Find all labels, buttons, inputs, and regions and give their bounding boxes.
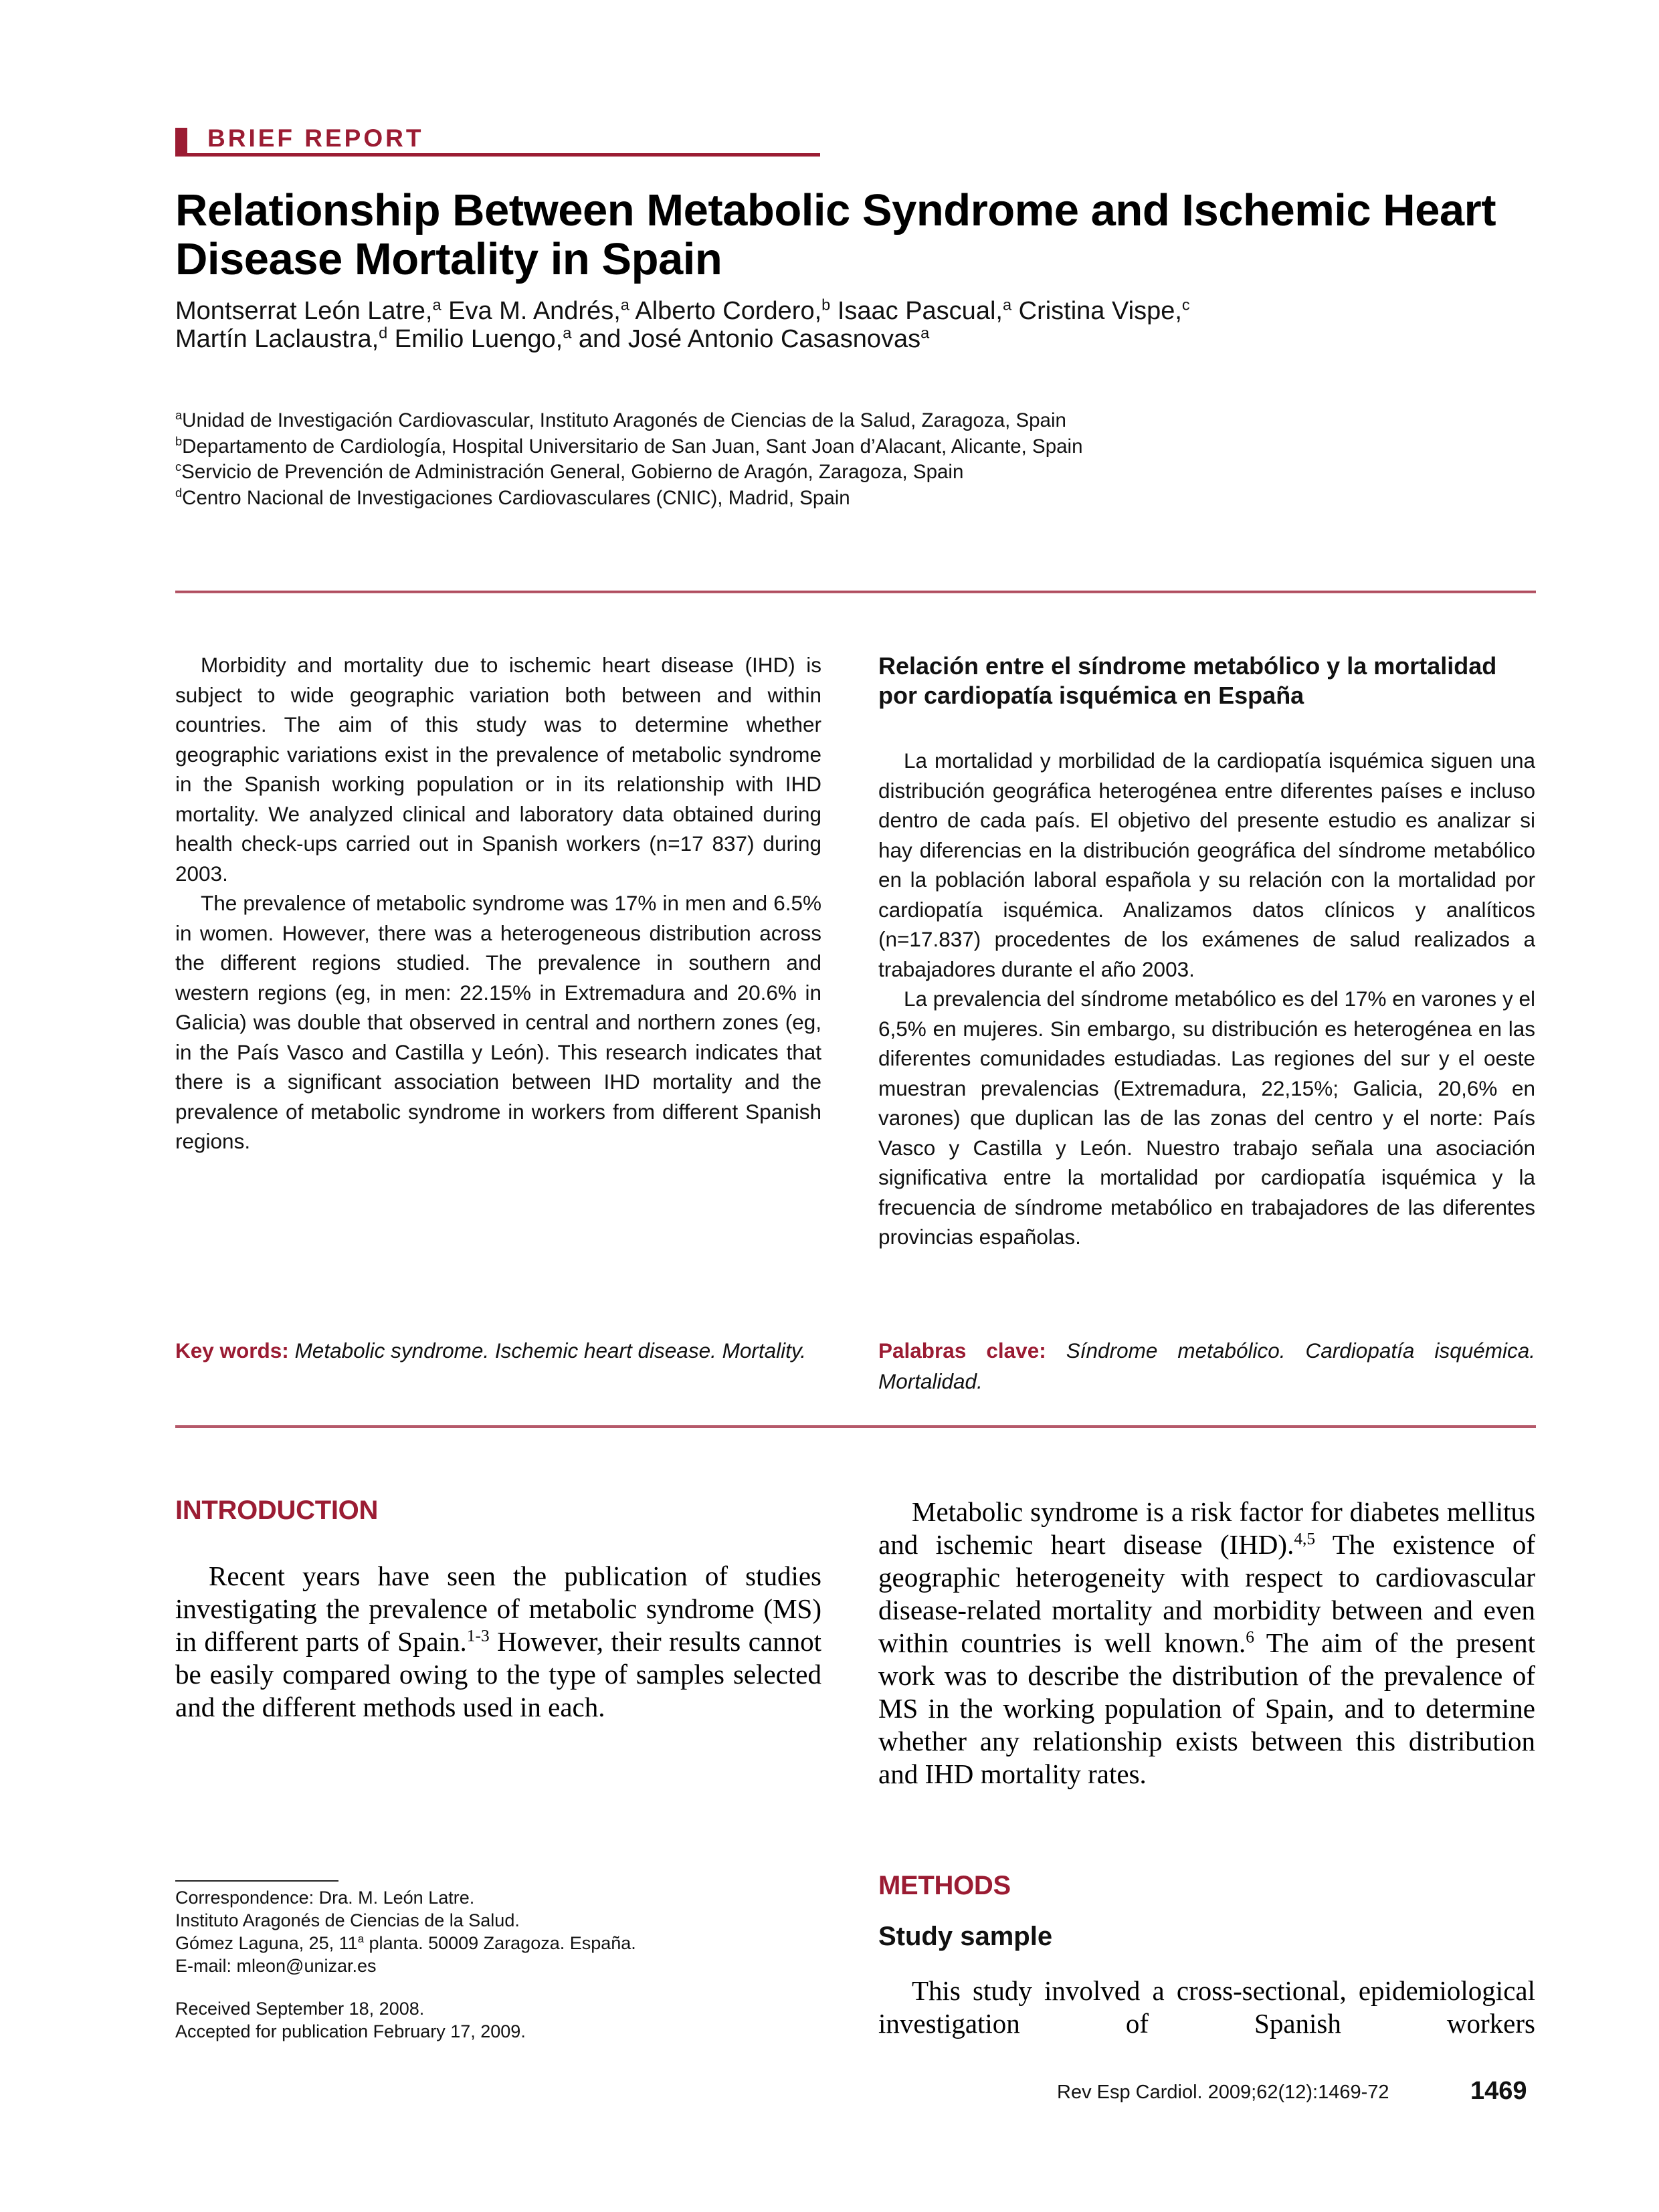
author: and José Antonio Casasnovas	[571, 325, 921, 353]
body-text: Metabolic syndrome is a risk factor for diabetes mellitus and ischemic heart disease (IHD).	[878, 1496, 1535, 1560]
correspondence-line: Correspondence: Dra. M. León Latre.	[175, 1888, 475, 1908]
abstract-paragraph: The prevalence of metabolic syndrome was 17% in men and 6.5% in women. However, there was a heterogeneous distribution across the different regions studied. The prevalence in southern and western regions (eg, in men: 22.15% in Extremadura and 20.6% in Galicia) was double that observed in central and northern zones (eg, in the País Vasco and Castilla y León). This research indicates that there is a significant association between IHD mortality and the prevalence of metabolic syndrome in workers from different Spanish regions.	[175, 891, 821, 1153]
author: Martín Laclaustra,	[175, 325, 379, 353]
affiliation-text: Departamento de Cardiología, Hospital Universitario de San Juan, Sant Joan d’Alacant, Alicante, Spain	[182, 435, 1083, 458]
body-text: The existence of geographic heterogeneity with respect to cardiovascular disease-related mortality and morbidity between and even within countries is well known.	[878, 1529, 1536, 1658]
title-line-1: Relationship Between Metabolic Syndrome and Ischemic Heart	[175, 185, 1496, 235]
address-text: Gómez Laguna, 25, 11	[175, 1933, 358, 1953]
affiliation	[175, 434, 1540, 460]
affiliation-mark: a	[620, 296, 629, 314]
author: Cristina Vispe,	[1011, 297, 1182, 325]
author-list	[175, 297, 1540, 353]
introduction-heading: INTRODUCTION	[175, 1496, 379, 1525]
affiliation-text: Unidad de Investigación Cardiovascular, Instituto Aragonés de Ciencias de la Salud, Zaragoza, Spain	[182, 409, 1066, 431]
body-text: Recent years have seen the publication of studies investigating the prevalence of metabolic syndrome (MS) in different parts of Spain.	[175, 1561, 821, 1657]
spacer	[175, 1977, 821, 1997]
correspondence-note	[175, 1886, 821, 2043]
affiliation-list	[175, 408, 1540, 511]
affiliation-mark: a	[563, 324, 572, 342]
affiliation-mark: a	[175, 408, 183, 423]
body-text: However, their results cannot be easily compared owing to the type of samples selected and the different methods used in each.	[175, 1626, 821, 1722]
author: Isaac Pascual,	[830, 297, 1003, 325]
journal-citation: Rev Esp Cardiol. 2009;62(12):1469-72	[1057, 2082, 1389, 2103]
body-paragraph	[175, 1560, 821, 1724]
keywords-spanish	[878, 1335, 1535, 1397]
affiliation-mark: a	[920, 324, 930, 342]
abstract-paragraph: La prevalencia del síndrome metabólico es del 17% en varones y el 6,5% en mujeres. Sin embargo, su distribución es heterogénea en las diferentes comunidades estudiadas. Las regiones del sur y el oeste muestran prevalencias (Extremadura, 22,15%; Galicia, 20,6% en varones) que duplican las de las zonas del centro y el norte: País Vasco y Castilla y León. Nuestro trabajo señala una asociación significativa entre la mortalidad por cardiopatía isquémica y la frecuencia de síndrome metabólico en trabajadores de las diferentes provincias españolas.	[878, 987, 1535, 1249]
methods-heading: METHODS	[878, 1871, 1011, 1900]
ordinal-mark: a	[357, 1932, 365, 1945]
affiliation	[175, 486, 1540, 512]
methods-body	[878, 1975, 1535, 2040]
author: Montserrat León Latre,	[175, 297, 433, 325]
body-paragraph: This study involved a cross-sectional, epidemiological investigation of Spanish workers	[878, 1975, 1535, 2039]
affiliation-mark: d	[379, 324, 388, 342]
keywords-english	[175, 1335, 821, 1366]
footnote-rule	[175, 1880, 338, 1882]
correspondence-address	[175, 1932, 821, 1954]
affiliation	[175, 408, 1540, 434]
affiliation-text: Servicio de Prevención de Administración General, Gobierno de Aragón, Zaragoza, Spain	[181, 461, 964, 483]
author: Emilio Luengo,	[387, 325, 563, 353]
citation-ref: 1-3	[466, 1626, 490, 1645]
affiliation-text: Centro Nacional de Investigaciones Cardiovasculares (CNIC), Madrid, Spain	[182, 486, 850, 509]
affiliation-mark: d	[175, 485, 183, 500]
accepted-date: Accepted for publication February 17, 2009.	[175, 2021, 526, 2041]
affiliation-mark: c	[1181, 296, 1190, 314]
introduction-body-right	[878, 1496, 1535, 1791]
author: Eva M. Andrés,	[441, 297, 621, 325]
affiliation-mark: a	[432, 296, 442, 314]
article-title	[175, 186, 1540, 284]
author: Alberto Cordero,	[629, 297, 822, 325]
keywords-label: Key words:	[175, 1338, 289, 1363]
citation-ref: 6	[1246, 1627, 1254, 1647]
affiliation-mark: b	[821, 296, 831, 314]
abstract-english	[175, 650, 821, 1157]
abstract-spanish-title: Relación entre el síndrome metabólico y la mortalidad por cardiopatía isquémica en España	[878, 652, 1497, 709]
study-sample-heading: Study sample	[878, 1922, 1053, 1951]
affiliation-mark: b	[175, 433, 183, 448]
divider-middle	[175, 1425, 1536, 1428]
correspondence-line: Instituto Aragonés de Ciencias de la Salud.	[175, 1910, 520, 1930]
affiliation-mark: c	[175, 460, 182, 474]
keywords-text: Metabolic syndrome. Ischemic heart disease. Mortality.	[294, 1338, 807, 1363]
section-tag-bar	[175, 128, 187, 157]
keywords-text: Síndrome metabólico. Cardiopatía isquémica. Mortalidad.	[878, 1338, 1536, 1393]
abstract-spanish	[878, 746, 1535, 1252]
correspondence-email[interactable]: E-mail: mleon@unizar.es	[175, 1956, 377, 1976]
received-date: Received September 18, 2008.	[175, 1999, 425, 2019]
affiliation	[175, 460, 1540, 486]
keywords-label: Palabras clave:	[878, 1338, 1046, 1363]
address-text: planta. 50009 Zaragoza. España.	[364, 1933, 636, 1953]
author-line-2	[175, 325, 1540, 353]
affiliation-mark: a	[1002, 296, 1012, 314]
introduction-body-left	[175, 1560, 821, 1724]
section-tag-rule	[175, 153, 820, 157]
abstract-paragraph: Morbidity and mortality due to ischemic heart disease (IHD) is subject to wide geographic variation both between and within countries. The aim of this study was to determine whether geographic variations exist in the prevalence of metabolic syndrome in the Spanish working population or in its relationship with IHD mortality. We analyzed clinical and laboratory data obtained during health check-ups carried out in Spanish workers (n=17 837) during 2003.	[175, 653, 821, 886]
citation-ref: 4,5	[1294, 1529, 1316, 1548]
body-paragraph	[878, 1496, 1535, 1791]
title-line-2: Disease Mortality in Spain	[175, 234, 722, 284]
divider-top	[175, 591, 1536, 593]
page-number: 1469	[1470, 2077, 1527, 2105]
section-tag: BRIEF REPORT	[207, 124, 424, 152]
author-line-1	[175, 297, 1540, 325]
abstract-paragraph: La mortalidad y morbilidad de la cardiopatía isquémica siguen una distribución geográfica heterogénea entre diferentes países e incluso dentro de cada país. El objetivo del presente estudio es analizar si hay diferencias en la distribución geográfica del síndrome metabólico en la población laboral española y su relación con la mortalidad por cardiopatía isquémica. Analizamos datos clínicos y analíticos (n=17.837) procedentes de los exámenes de salud realizados a trabajadores durante el año 2003.	[878, 748, 1535, 981]
body-text: The aim of the present work was to describe the distribution of the prevalence of MS in the working population of Spain, and to determine whether any relationship exists between this distribution and IHD mortality rates.	[878, 1627, 1535, 1789]
